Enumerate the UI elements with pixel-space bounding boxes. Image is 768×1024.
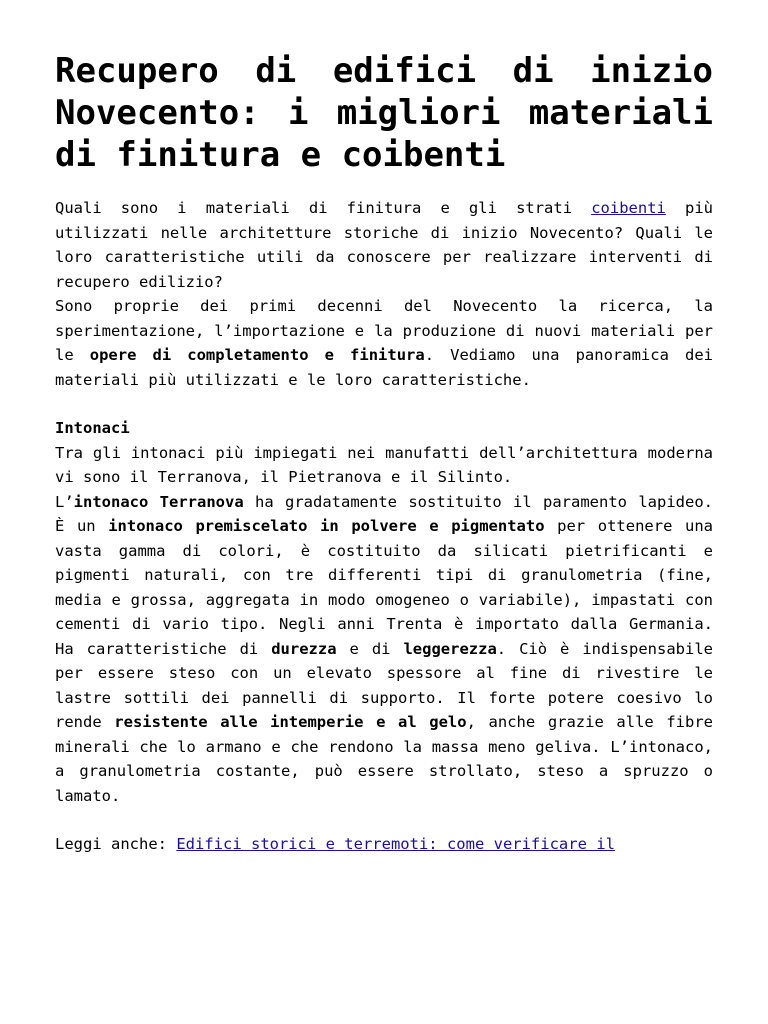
body-text: e di bbox=[336, 639, 404, 658]
emphasis: leggerezza bbox=[403, 639, 497, 658]
emphasis: intonaco Terranova bbox=[73, 492, 244, 511]
emphasis: resistente alle intemperie e al gelo bbox=[114, 713, 467, 731]
intro-text: Sono proprie dei primi decenni del Novecento la ricerca, la sperimentazione, l’importazione e la produzione di nuovi materiali per le bbox=[55, 297, 713, 364]
body-text: . Ciò è indispensabile per essere steso con un elevato spessore al fine di rivestire le lastre sottili dei pannelli di supporto. Il forte potere coesivo lo rende bbox=[55, 639, 713, 731]
emphasis: intonaco premiscelato in polvere e pigmentato bbox=[108, 517, 545, 535]
body-text: Tra gli intonaci più impiegati nei manufatti dell’architettura moderna vi sono il Terranova, il Pietranova e il Silinto. bbox=[55, 443, 713, 486]
body-text: L’ bbox=[55, 492, 74, 511]
intro-text: . Vediamo una panoramica dei materiali più utilizzati e le loro caratteristiche. bbox=[55, 346, 713, 389]
intro-text: Quali sono i materiali di finitura e gli strati bbox=[55, 199, 592, 217]
intonaci-section bbox=[55, 416, 713, 808]
page-title: Recupero di edifici di inizio Novecento: i migliori materiali di finitura e coibenti bbox=[55, 51, 713, 175]
emphasis: opere di completamento e finitura bbox=[89, 346, 425, 364]
read-also-label: Leggi anche: bbox=[55, 835, 177, 853]
intro-text: più utilizzati nelle architetture storiche di inizio Novecento? Quali le loro caratteristiche utili da conoscere per realizzare interventi di recupero edilizio? bbox=[55, 199, 713, 291]
body-text: , anche grazie alle fibre minerali che lo armano e che rendono la massa meno geliva. L’intonaco, a granulometria costante, può essere strollato, steso a spruzzo o lamato. bbox=[55, 713, 714, 805]
coibenti-link[interactable]: coibenti bbox=[591, 199, 666, 217]
read-also-link[interactable]: Edifici storici e terremoti: come verificare il bbox=[176, 835, 615, 853]
read-also bbox=[55, 832, 713, 857]
body-text: ha gradatamente sostituito il paramento lapideo. È un bbox=[55, 492, 713, 535]
body-text: per ottenere una vasta gamma di colori, è costituito da silicati pietrificanti e pigmenti naturali, con tre differenti tipi di granulometria (fine, media e grossa, aggregata in modo omogeneo o variabile), impastati con cementi di vario tipo. Negli anni Trenta è importato dalla Germania. Ha caratteristiche di bbox=[55, 517, 713, 658]
intro-paragraph bbox=[55, 196, 713, 392]
emphasis: durezza bbox=[271, 639, 337, 658]
section-heading: Intonaci bbox=[55, 419, 130, 437]
